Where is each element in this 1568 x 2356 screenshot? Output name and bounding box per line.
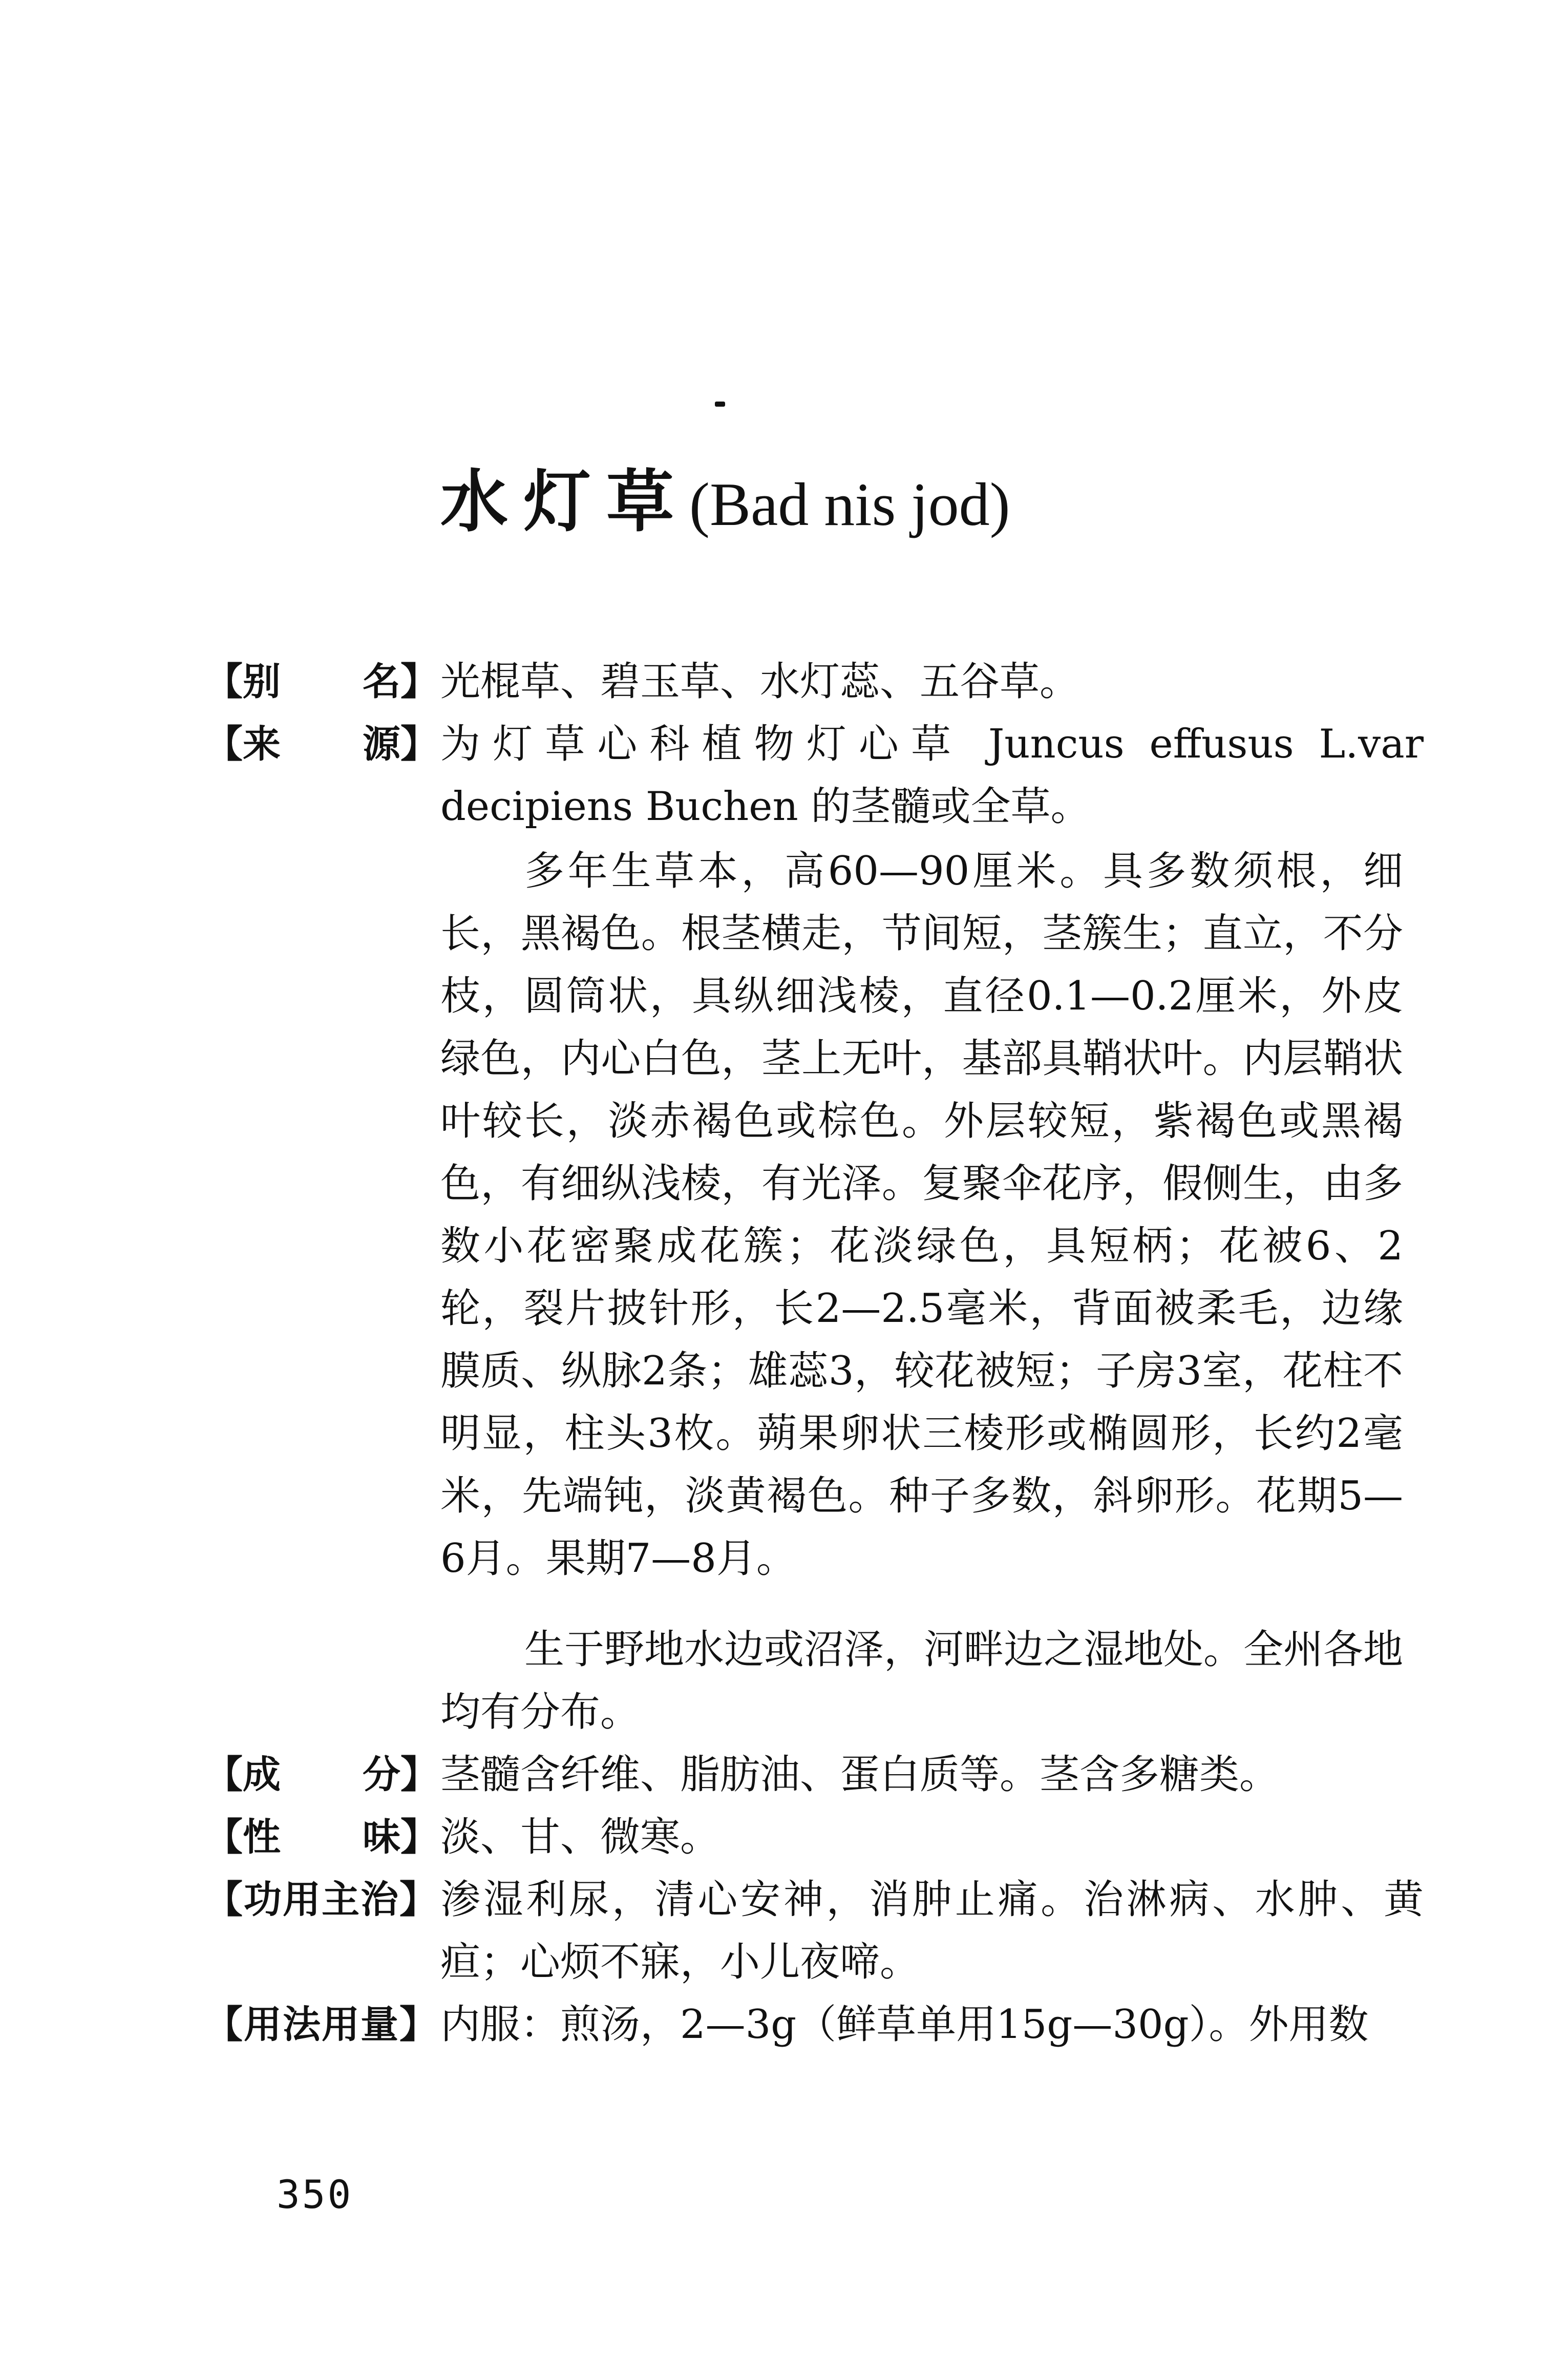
entry-text: 渗湿利尿，清心安神，消肿止痛。治淋病、水肿、黄疸；心烦不寐，小儿夜啼。 — [440, 1877, 1424, 1985]
entry-label: 【功用主治】 — [205, 1878, 438, 1922]
entry-text: 茎髓含纤维、脂肪油、蛋白质等。茎含多糖类。 — [440, 1752, 1280, 1798]
description-paragraph: 多年生草本，高60—90厘米。具多数须根，细长，黑褐色。根茎横走，节间短，茎簇生；直立，不分枝，圆筒状，具纵细浅棱，直径0.1—0.2厘米，外皮绿色，内心白色，茎上无叶，基部具鞘状叶。内层鞘状叶较长，淡赤褐色或棕色。外层较短，紫褐色或黑褐色，有细纵浅棱，有光泽。复聚伞花序，假侧生，由多数小花密聚成花簇；花淡绿色，具短柄；花被6、2轮，裂片披针形，长2—2.5毫米，背面被柔毛，边缘膜质、纵脉2条；雄蕊3，较花被短；子房3室，花柱不明显，柱头3枚。蒴果卵状三棱形或椭圆形，长约2毫米，先端钝，淡黄褐色。种子多数，斜卵形。花期5—6月。果期7—8月。 — [440, 848, 1403, 1582]
entry-text: 内服：煎汤，2—3g（鲜草单用15g—30g）。外用数 — [440, 2002, 1369, 2048]
title-chinese: 水灯草 — [440, 462, 689, 541]
entry-text: 淡、甘、微寒。 — [440, 1814, 721, 1860]
entry-label: 【性 味】 — [205, 1815, 438, 1859]
entry-text: 光棍草、碧玉草、水灯蕊、五谷草。 — [440, 659, 1080, 705]
entry-label: 【别 名】 — [205, 660, 438, 704]
entry-text: 为灯草心科植物灯心草 Juncus effusus L.var decipiens Buchen 的茎髓或全草。 — [440, 721, 1424, 830]
page-number: 350 — [277, 2172, 353, 2217]
title-latin: (Bad nis jod) — [689, 470, 1010, 538]
entry-label: 【成 分】 — [205, 1753, 438, 1797]
entry-label: 【来 源】 — [205, 722, 438, 766]
print-mark — [715, 402, 725, 407]
entry-label: 【用法用量】 — [205, 2003, 438, 2047]
page-title — [440, 451, 1157, 553]
habitat-paragraph: 生于野地水边或沼泽，河畔边之湿地处。全州各地均有分布。 — [440, 1627, 1404, 1735]
